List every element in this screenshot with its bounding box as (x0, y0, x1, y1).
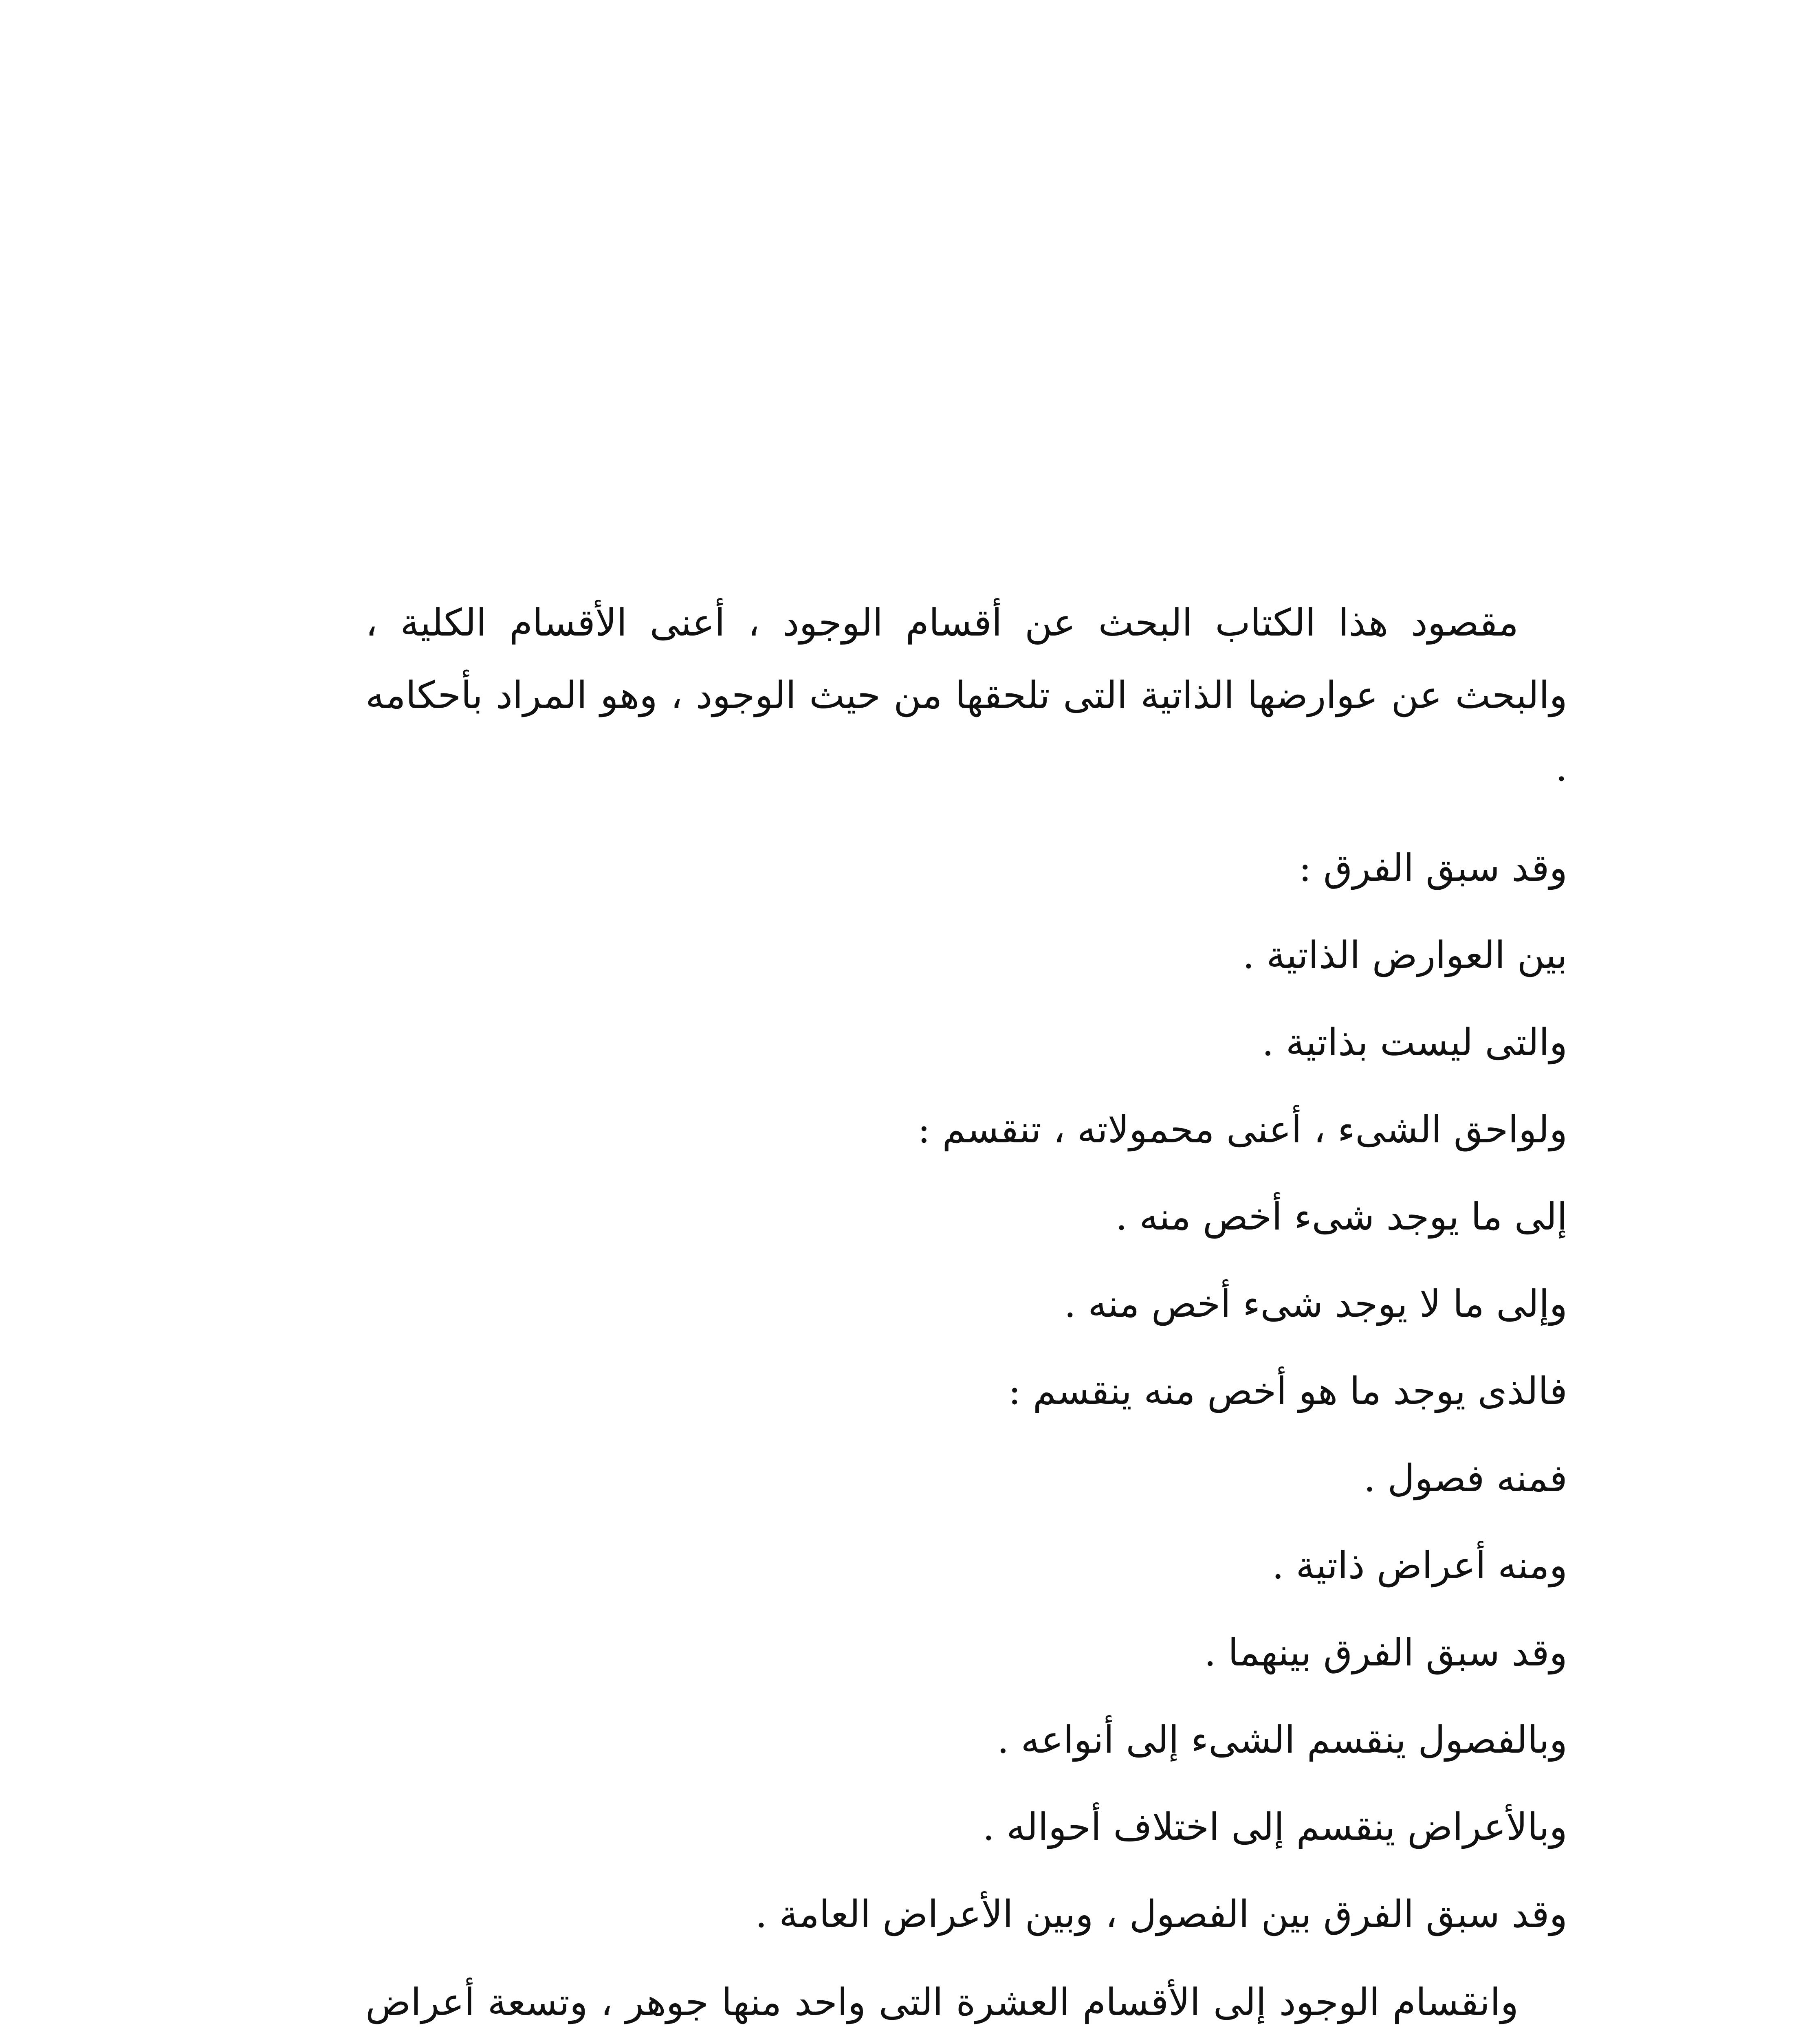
paragraph-categories: وانقسام الوجود إلى الأقسام العشرة التى واحد منها جوهر ، وتسعة أعراض (365, 1980, 1519, 2024)
list-line: وقد سبق الفرق : (1298, 846, 1567, 890)
list-line: بين العوارض الذاتية . (1242, 933, 1567, 977)
list-line: ومنه أعراض ذاتية . (1272, 1544, 1567, 1587)
list-line: فمنه فصول . (1363, 1456, 1567, 1500)
spacer (365, 1958, 1567, 1966)
list-line: وقد سبق الفرق بينهما . (1204, 1631, 1567, 1674)
spacer (365, 804, 1567, 825)
list-line: ولواحق الشىء ، أعنى محمولاته ، تنقسم : (918, 1108, 1567, 1151)
list-line: وبالفصول ينقسم الشىء إلى أنواعه . (997, 1718, 1567, 1762)
list-line: والتى ليست بذاتية . (1262, 1021, 1567, 1064)
body-text (365, 587, 1567, 2037)
paragraph-intro: مقصود هذا الكتاب البحث عن أقسام الوجود ، أعنى الأقسام الكلية ، والبحث عن عوارضها الذاتية التى تلحقها من حيث الوجود ، وهو المراد بأحكامه . (365, 601, 1567, 790)
list-line: وإلى ما لا يوجد شىء أخص منه . (1064, 1282, 1567, 1326)
list-line: فالذى يوجد ما هو أخص منه ينقسم : (1008, 1369, 1567, 1413)
list-line: وبالأعراض ينقسم إلى اختلاف أحواله . (982, 1805, 1567, 1849)
list-line: وقد سبق الفرق بين الفصول ، وبين الأعراض العامة . (755, 1892, 1567, 1936)
list-line: إلى ما يوجد شىء أخص منه . (1115, 1195, 1567, 1238)
